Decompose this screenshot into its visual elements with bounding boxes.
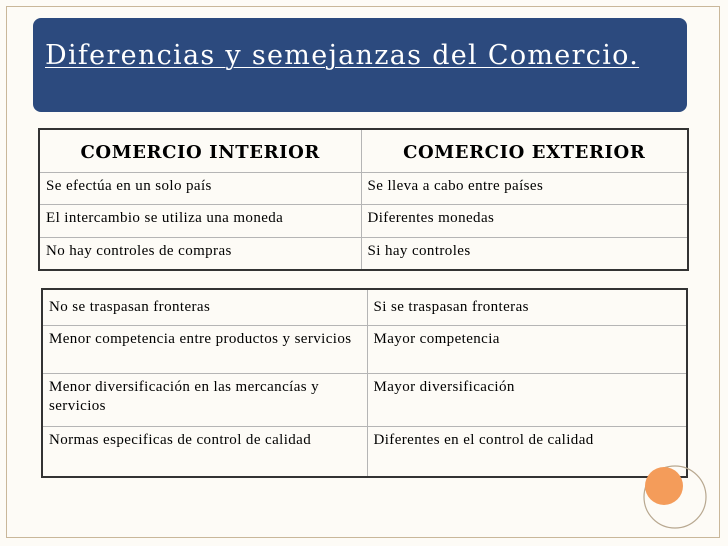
cell-interior: Menor diversificación en las mercancías y servicios <box>42 373 367 426</box>
comparison-table-top <box>38 128 689 271</box>
table-row <box>42 325 687 373</box>
table-row <box>39 205 688 238</box>
cell-interior: Normas especificas de control de calidad <box>42 426 367 477</box>
cell-exterior: Diferentes en el control de calidad <box>367 426 687 477</box>
table-header-row <box>39 129 688 173</box>
cell-interior: No hay controles de compras <box>39 238 361 270</box>
table-row <box>39 238 688 270</box>
table-row <box>42 426 687 477</box>
cell-interior: Se efectúa en un solo país <box>39 173 361 205</box>
header-interior: COMERCIO INTERIOR <box>39 129 361 173</box>
table-row <box>42 373 687 426</box>
slide-title: Diferencias y semejanzas del Comercio. <box>45 40 640 71</box>
corner-circle-decoration <box>638 460 712 534</box>
table-row <box>42 289 687 325</box>
header-exterior: COMERCIO EXTERIOR <box>361 129 688 173</box>
cell-interior: No se traspasan fronteras <box>42 289 367 325</box>
table-row <box>39 173 688 205</box>
title-bar <box>33 18 687 112</box>
cell-interior: El intercambio se utiliza una moneda <box>39 205 361 238</box>
cell-exterior: Si se traspasan fronteras <box>367 289 687 325</box>
comparison-table-bottom <box>41 288 688 478</box>
cell-exterior: Si hay controles <box>361 238 688 270</box>
cell-exterior: Diferentes monedas <box>361 205 688 238</box>
cell-interior: Menor competencia entre productos y servicios <box>42 325 367 373</box>
cell-exterior: Mayor competencia <box>367 325 687 373</box>
cell-exterior: Mayor diversificación <box>367 373 687 426</box>
cell-exterior: Se lleva a cabo entre países <box>361 173 688 205</box>
